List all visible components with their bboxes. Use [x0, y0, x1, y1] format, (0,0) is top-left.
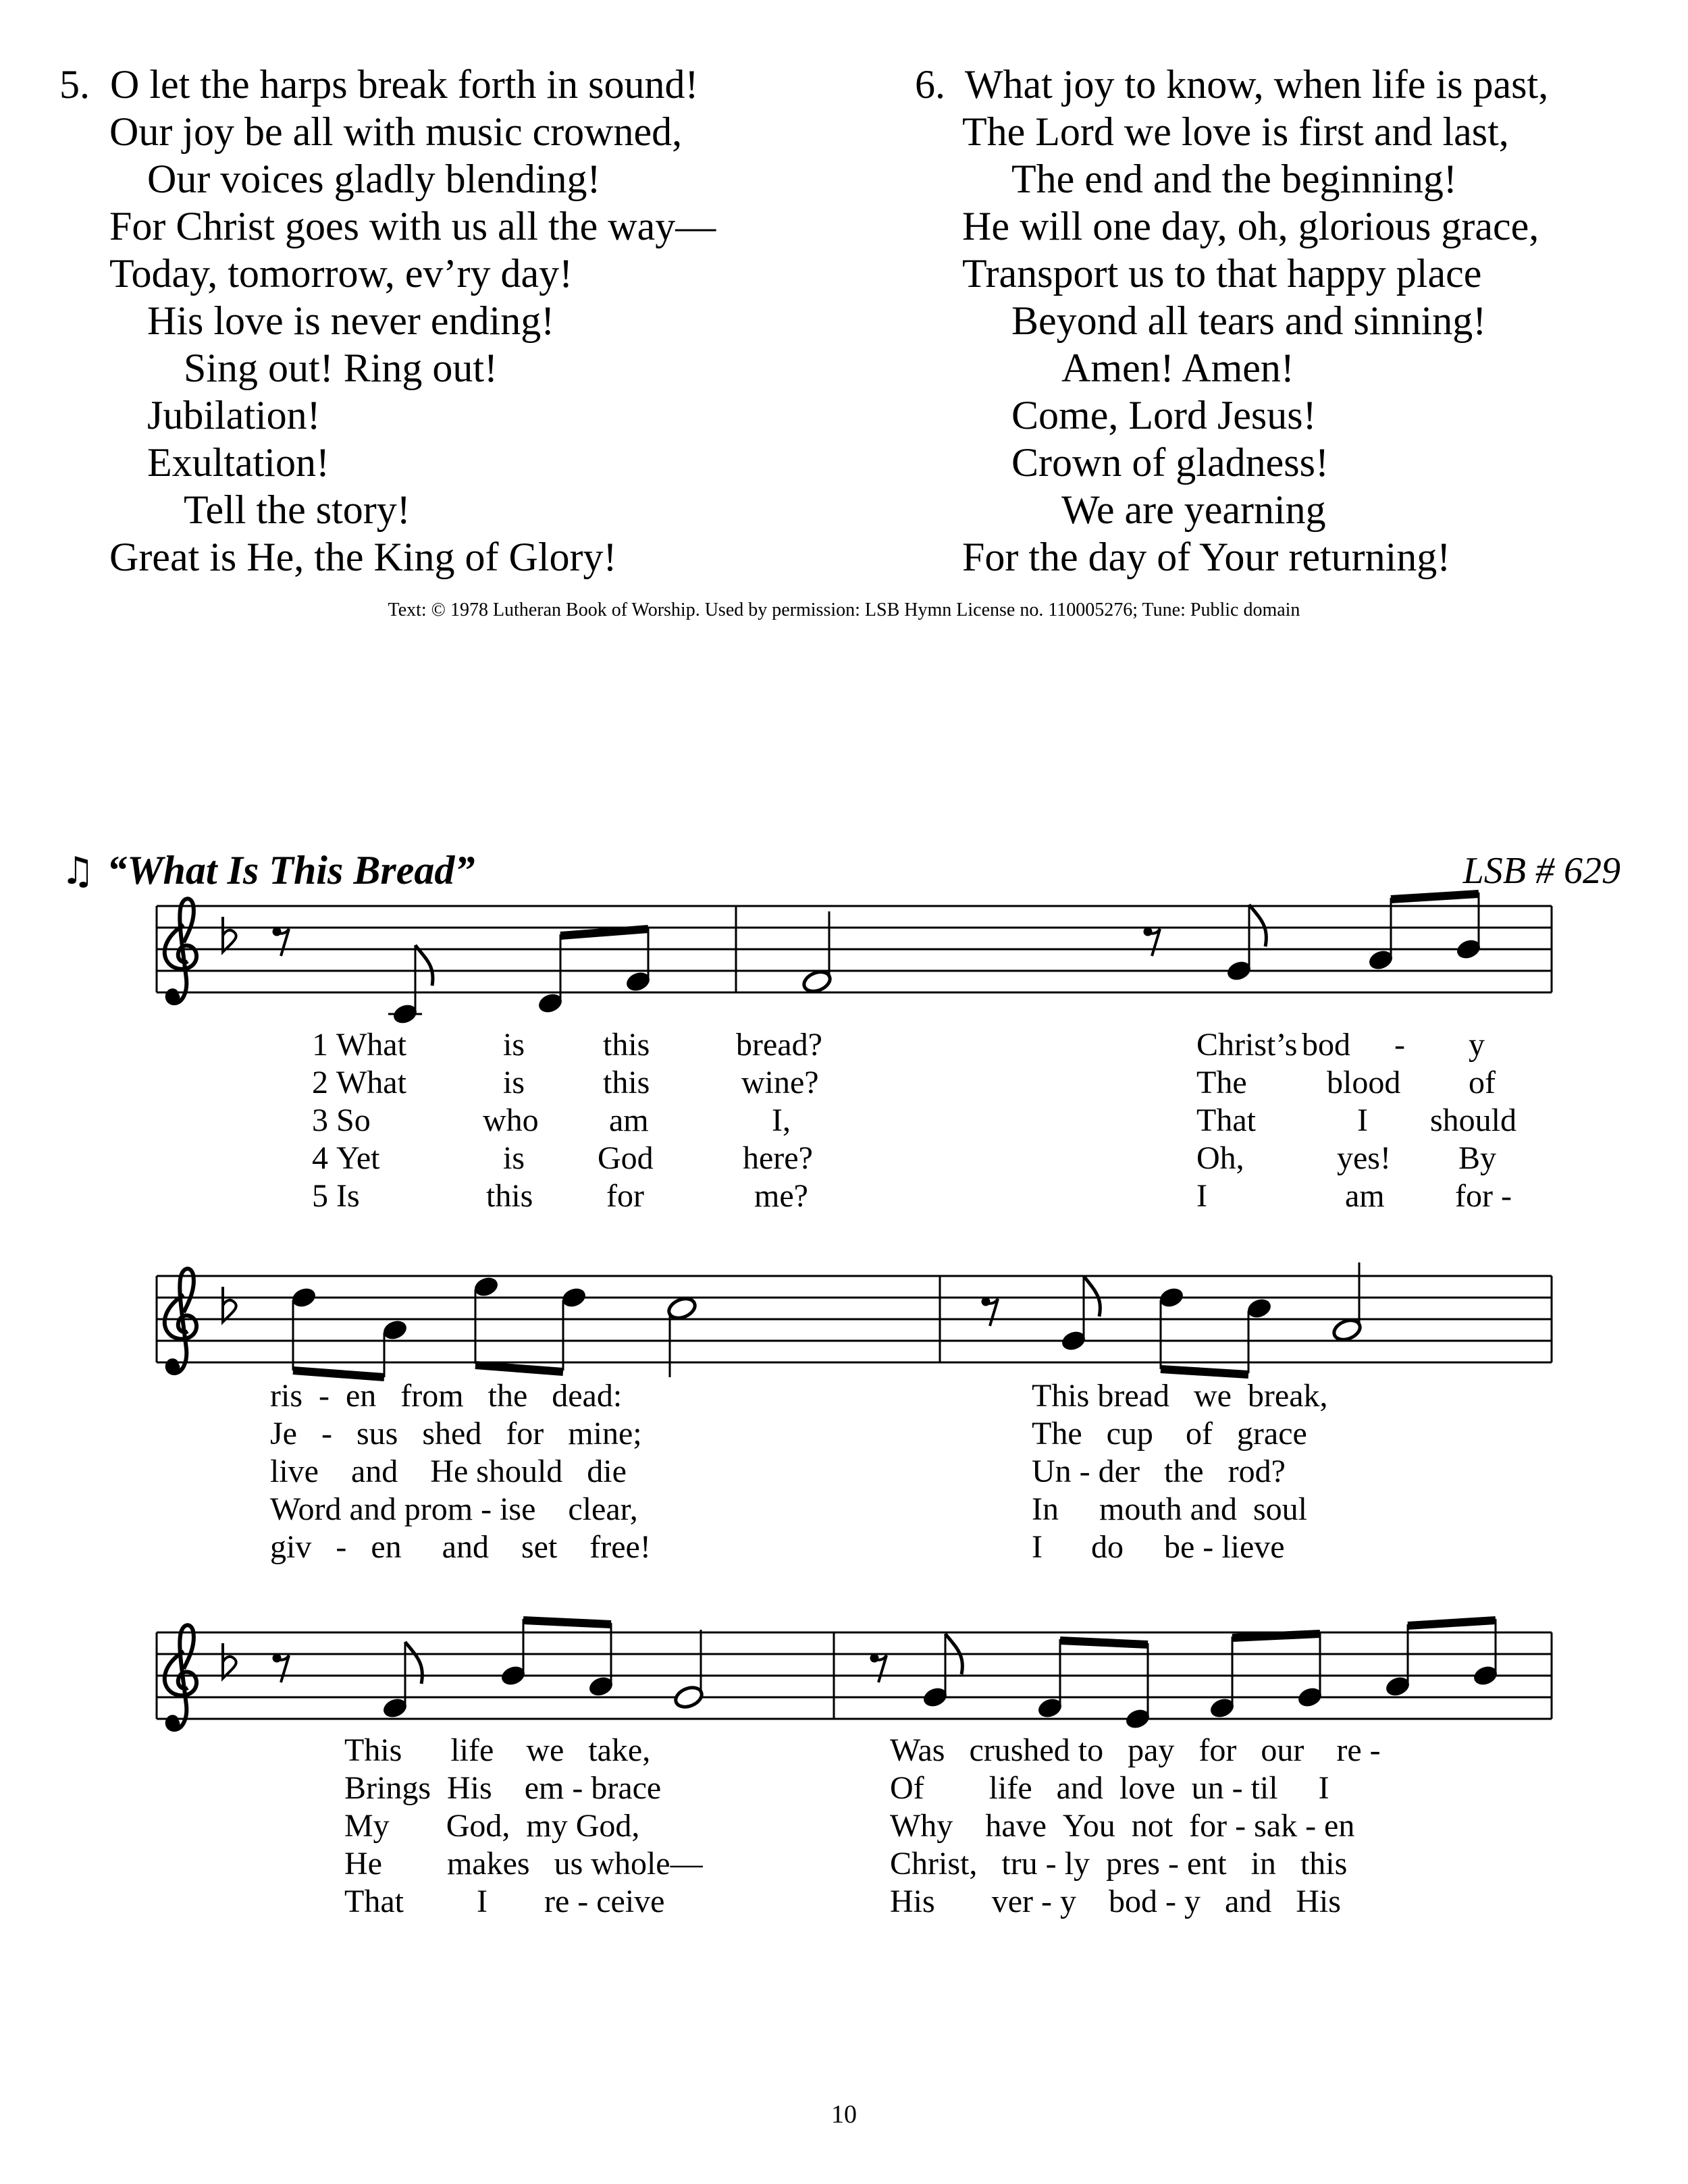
lyric: I, [772, 1102, 791, 1138]
verse-6-line-9: Crown of gladness! [1011, 440, 1329, 485]
lyric: wine? [741, 1065, 819, 1100]
s2-b4: In mouth and soul [1032, 1491, 1307, 1527]
s3-v4: He makes us whole— [344, 1846, 703, 1882]
verse-6-line-11: For the day of Your returning! [962, 535, 1451, 579]
lyric: I [1357, 1102, 1368, 1138]
verse-5-line-6: His love is never ending! [147, 298, 555, 343]
s2-v1: ris - en from the dead: [270, 1378, 623, 1414]
verse-5-line-1: 5. O let the harps break forth in sound! [59, 62, 699, 107]
lyric: The [1196, 1065, 1247, 1100]
s2-v3: live and He should die [270, 1454, 627, 1489]
s2-b2: The cup of grace [1032, 1416, 1307, 1451]
s1-v2: 2 What [312, 1065, 406, 1100]
lyric: yes! [1337, 1140, 1391, 1176]
lyric: this [486, 1178, 533, 1214]
s1-v3: 3 So [312, 1102, 371, 1138]
verse-5-line-9: Exultation! [147, 440, 329, 485]
s2-v2: Je - sus shed for mine; [270, 1416, 642, 1451]
s3-b2: Of life and love un - til I [890, 1770, 1329, 1806]
lyric: Christ’s [1196, 1027, 1298, 1063]
lyric: who [483, 1102, 539, 1138]
lyric: me? [754, 1178, 808, 1214]
verse-5-line-10: Tell the story! [184, 487, 411, 532]
lyric: is [503, 1140, 525, 1176]
verse-6-line-4: He will one day, oh, glorious grace, [962, 204, 1539, 248]
verse-5-line-7: Sing out! Ring out! [184, 346, 498, 390]
verse-5-line-11: Great is He, the King of Glory! [109, 535, 617, 579]
s3-v1: This life we take, [344, 1732, 651, 1768]
lyric: this [603, 1027, 650, 1063]
treble-clef-icon [165, 899, 196, 1004]
verse-5-line-8: Jubilation! [147, 393, 321, 437]
verse-6-line-10: We are yearning [1061, 487, 1326, 532]
s1-v5: 5 Is [312, 1178, 360, 1214]
s3-v3: My God, my God, [344, 1808, 640, 1844]
s3-v2: Brings His em - brace [344, 1770, 662, 1806]
lyric: this [603, 1065, 650, 1100]
eighth-rest-icon [273, 928, 289, 956]
verse-6-line-7: Amen! Amen! [1061, 346, 1294, 390]
staff-system-2 [157, 1276, 1552, 1362]
staff-system-3 [157, 1632, 1552, 1719]
lyric: God [598, 1140, 654, 1176]
s3-b4: Christ, tru - ly pres - ent in this [890, 1846, 1348, 1882]
verse-5-line-2: Our joy be all with music crowned, [109, 109, 683, 154]
lyric: is [503, 1065, 525, 1100]
music-note-icon: ♫ [61, 849, 95, 893]
verse-6-line-2: The Lord we love is first and last, [962, 109, 1509, 154]
s3-b3: Why have You not for - sak - en [890, 1808, 1355, 1844]
s2-v5: giv - en and set free! [270, 1529, 651, 1565]
lyric: Oh, [1196, 1140, 1244, 1176]
s2-v4: Word and prom - ise clear, [270, 1491, 638, 1527]
verse-6-line-3: The end and the beginning! [1011, 157, 1457, 201]
page-number: 10 [831, 2100, 857, 2129]
lyric: am [609, 1102, 649, 1138]
verse-6-line-8: Come, Lord Jesus! [1011, 393, 1317, 437]
staff-system-1 [157, 906, 1552, 992]
lyric: is [503, 1027, 525, 1063]
verse-6-line-5: Transport us to that happy place [962, 251, 1482, 296]
lyric: bod [1302, 1027, 1350, 1063]
lyric: for - [1455, 1178, 1512, 1214]
s1-v1: 1 What [312, 1027, 406, 1063]
s3-v5: That I re - ceive [344, 1884, 665, 1919]
lyric: here? [743, 1140, 813, 1176]
lyric: bread? [736, 1027, 822, 1063]
lyric: I [1196, 1178, 1207, 1214]
s3-b1: Was crushed to pay for our re - [890, 1732, 1381, 1768]
lyric: should [1430, 1102, 1517, 1138]
verse-6-line-6: Beyond all tears and sinning! [1011, 298, 1487, 343]
lyric: By [1458, 1140, 1497, 1176]
lyric: for [606, 1178, 644, 1214]
hymn-title-text: “What Is This Bread” [107, 848, 475, 893]
hymn-number: LSB # 629 [1462, 850, 1620, 892]
system-1-glyphs [165, 893, 1482, 1026]
lyric: That [1196, 1102, 1256, 1138]
verse-5-line-4: For Christ goes with us all the way— [109, 204, 716, 248]
verse-5-line-5: Today, tomorrow, ev’ry day! [109, 251, 573, 296]
lyric: of [1469, 1065, 1496, 1100]
s3-b5: His ver - y bod - y and His [890, 1884, 1341, 1919]
lyric: - [1394, 1027, 1405, 1063]
lyric: y [1469, 1027, 1485, 1063]
lyric: blood [1327, 1065, 1401, 1100]
flat-sign-icon [223, 917, 236, 952]
verse-5-line-3: Our voices gladly blending! [147, 157, 601, 201]
lyric: am [1345, 1178, 1385, 1214]
s2-b1: This bread we break, [1032, 1378, 1328, 1414]
s2-b5: I do be - lieve [1032, 1529, 1285, 1565]
copyright-credit: Text: © 1978 Lutheran Book of Worship. Used by permission: LSB Hymn License no. 110005276; Tune: Public domain [388, 600, 1300, 620]
verse-6-line-1: 6. What joy to know, when life is past, [915, 62, 1549, 107]
s2-b3: Un - der the rod? [1032, 1454, 1286, 1489]
s1-v4: 4 Yet [312, 1140, 380, 1176]
